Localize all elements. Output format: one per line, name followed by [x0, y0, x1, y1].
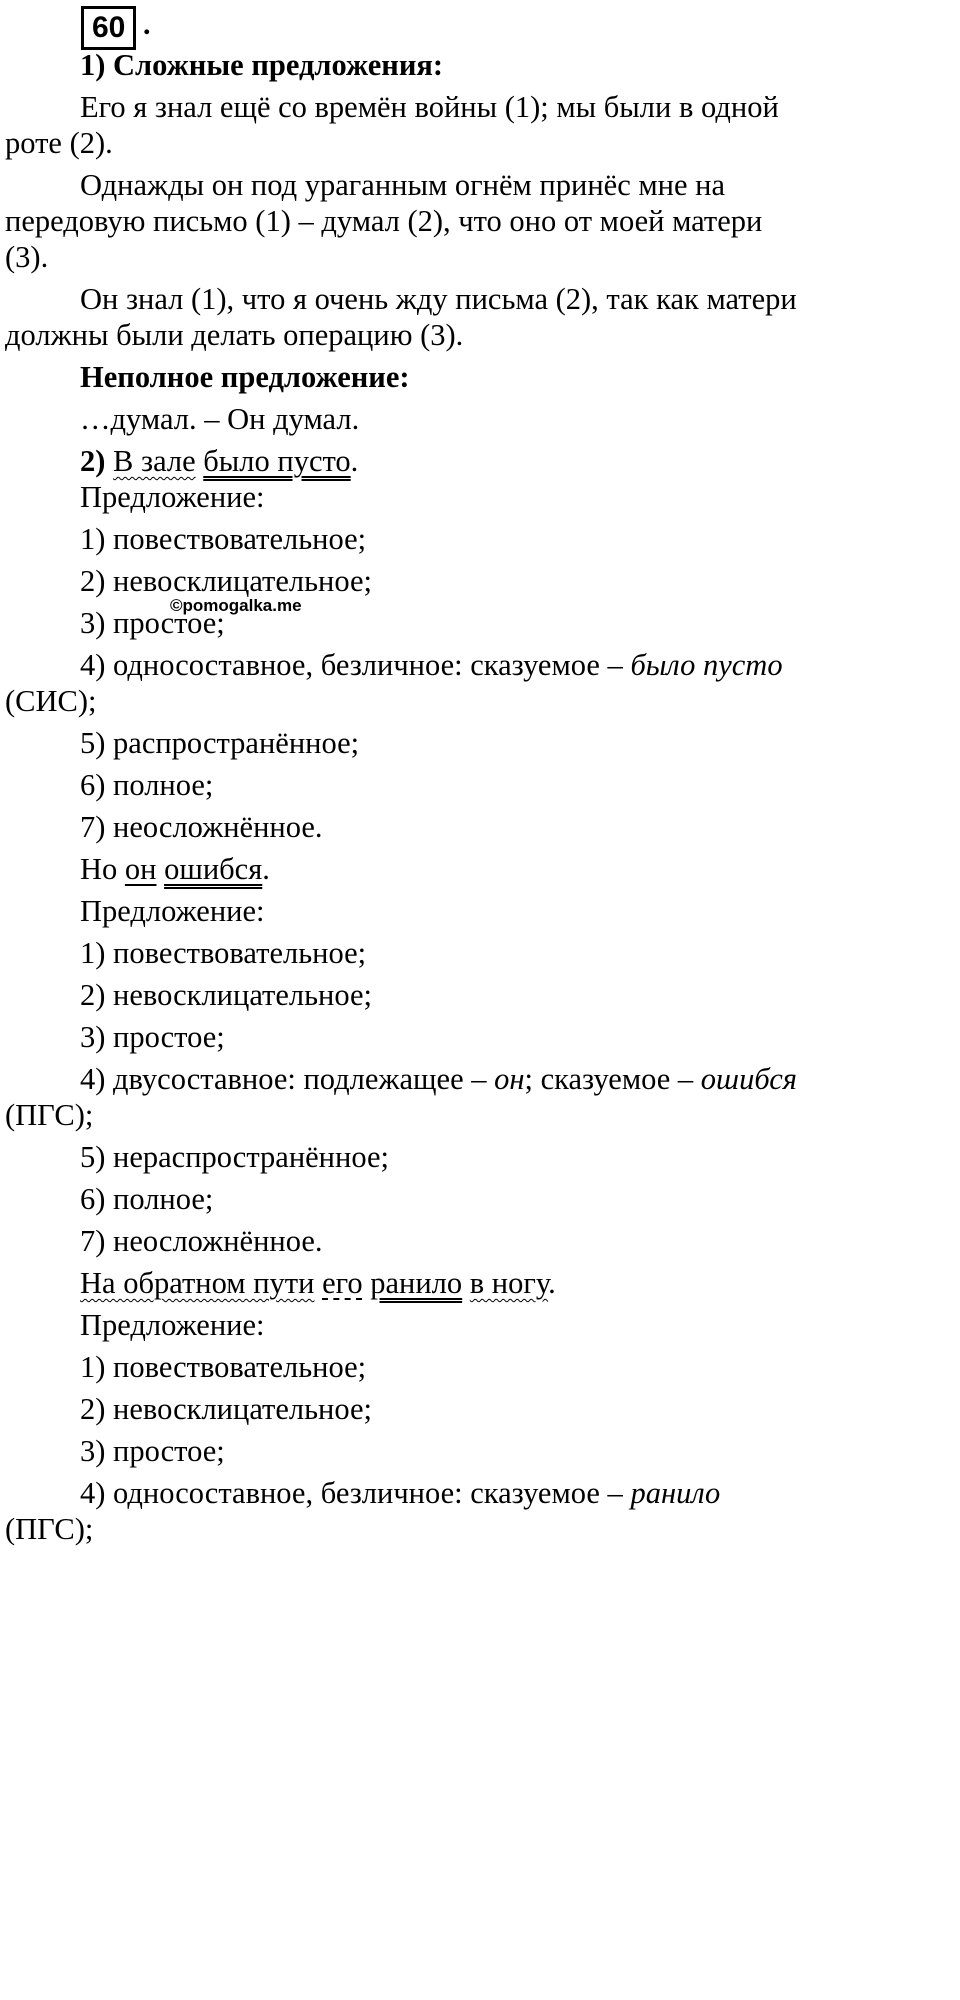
predicate: было пусто — [203, 444, 351, 478]
analysis-item: 1) повествовательное; — [80, 522, 367, 556]
object: его — [322, 1266, 363, 1300]
paragraph-line: передовую письмо (1) – думал (2), что оно от моей матери — [5, 204, 763, 238]
predicate-italic: ошибся — [700, 1062, 797, 1096]
sentence-3 — [80, 1264, 556, 1302]
adverbial-phrase: В зале — [113, 444, 196, 478]
analysis-text: 4) односоставное, безличное: сказуемое – — [80, 1476, 631, 1510]
analysis-item: 3) простое; — [80, 1020, 225, 1054]
watermark: ©pomogalka.me — [170, 596, 302, 615]
analysis-text: 4) односоставное, безличное: сказуемое – — [80, 648, 631, 682]
paragraph-line: роте (2). — [5, 126, 113, 160]
predicate: ошибся — [164, 852, 263, 886]
predicate-italic: было пусто — [630, 648, 783, 682]
subject-italic: он — [494, 1062, 525, 1096]
sentence-2 — [80, 850, 270, 888]
analysis-item-cont: (СИС); — [5, 684, 97, 718]
sentence-label: Предложение: — [80, 1308, 265, 1342]
exercise-dot: . — [143, 8, 151, 41]
sentence-label: Предложение: — [80, 480, 265, 514]
analysis-item: 3) простое; — [80, 1434, 225, 1468]
analysis-item: 2) невосклицательное; — [80, 978, 373, 1012]
analysis-item: 1) повествовательное; — [80, 1350, 367, 1384]
analysis-item-cont: (ПГС); — [5, 1512, 94, 1546]
adverbial-phrase: На обратном пути — [80, 1266, 315, 1300]
analysis-item: 3) простое; — [80, 606, 225, 640]
analysis-item — [80, 1474, 720, 1512]
analysis-item — [80, 646, 783, 684]
predicate: ранило — [370, 1266, 463, 1300]
section1-heading: 1) Сложные предложения: — [80, 48, 444, 82]
sentence-1 — [80, 442, 358, 480]
adverbial-phrase: в ногу — [469, 1266, 549, 1300]
predicate-italic: ранило — [630, 1476, 721, 1510]
analysis-item — [80, 1060, 797, 1098]
analysis-item-cont: (ПГС); — [5, 1098, 94, 1132]
analysis-item: 2) невосклицательное; — [80, 564, 373, 598]
analysis-item: 7) неосложнённое. — [80, 810, 323, 844]
analysis-item: 5) нераспространённое; — [80, 1140, 389, 1174]
sentence-end: . — [548, 1266, 556, 1300]
analysis-item: 6) полное; — [80, 1182, 214, 1216]
paragraph-line: Однажды он под ураганным огнём принёс мне на — [80, 168, 725, 202]
analysis-item: 6) полное; — [80, 768, 214, 802]
analysis-text: ; сказуемое – — [524, 1062, 701, 1096]
sentence-end: . — [262, 852, 270, 886]
subject: он — [124, 852, 157, 886]
paragraph-line: (3). — [5, 240, 49, 274]
exercise-number: 60 — [81, 6, 136, 50]
paragraph-line: Его я знал ещё со времён войны (1); мы были в одной — [80, 90, 779, 124]
incomplete-heading: Неполное предложение: — [80, 360, 410, 394]
sentence-label: Предложение: — [80, 894, 265, 928]
analysis-item: 2) невосклицательное; — [80, 1392, 373, 1426]
paragraph-line: должны были делать операцию (3). — [5, 318, 464, 352]
analysis-item: 5) распространённое; — [80, 726, 360, 760]
analysis-text: 4) двусоставное: подлежащее – — [80, 1062, 495, 1096]
sentence-end: . — [350, 444, 359, 478]
analysis-item: 7) неосложнённое. — [80, 1224, 323, 1258]
analysis-item: 1) повествовательное; — [80, 936, 367, 970]
incomplete-text: …думал. – Он думал. — [80, 402, 360, 436]
paragraph-line: Он знал (1), что я очень жду письма (2), так как матери — [80, 282, 797, 316]
conjunction: Но — [80, 852, 125, 886]
section2-number: 2) — [80, 444, 106, 478]
